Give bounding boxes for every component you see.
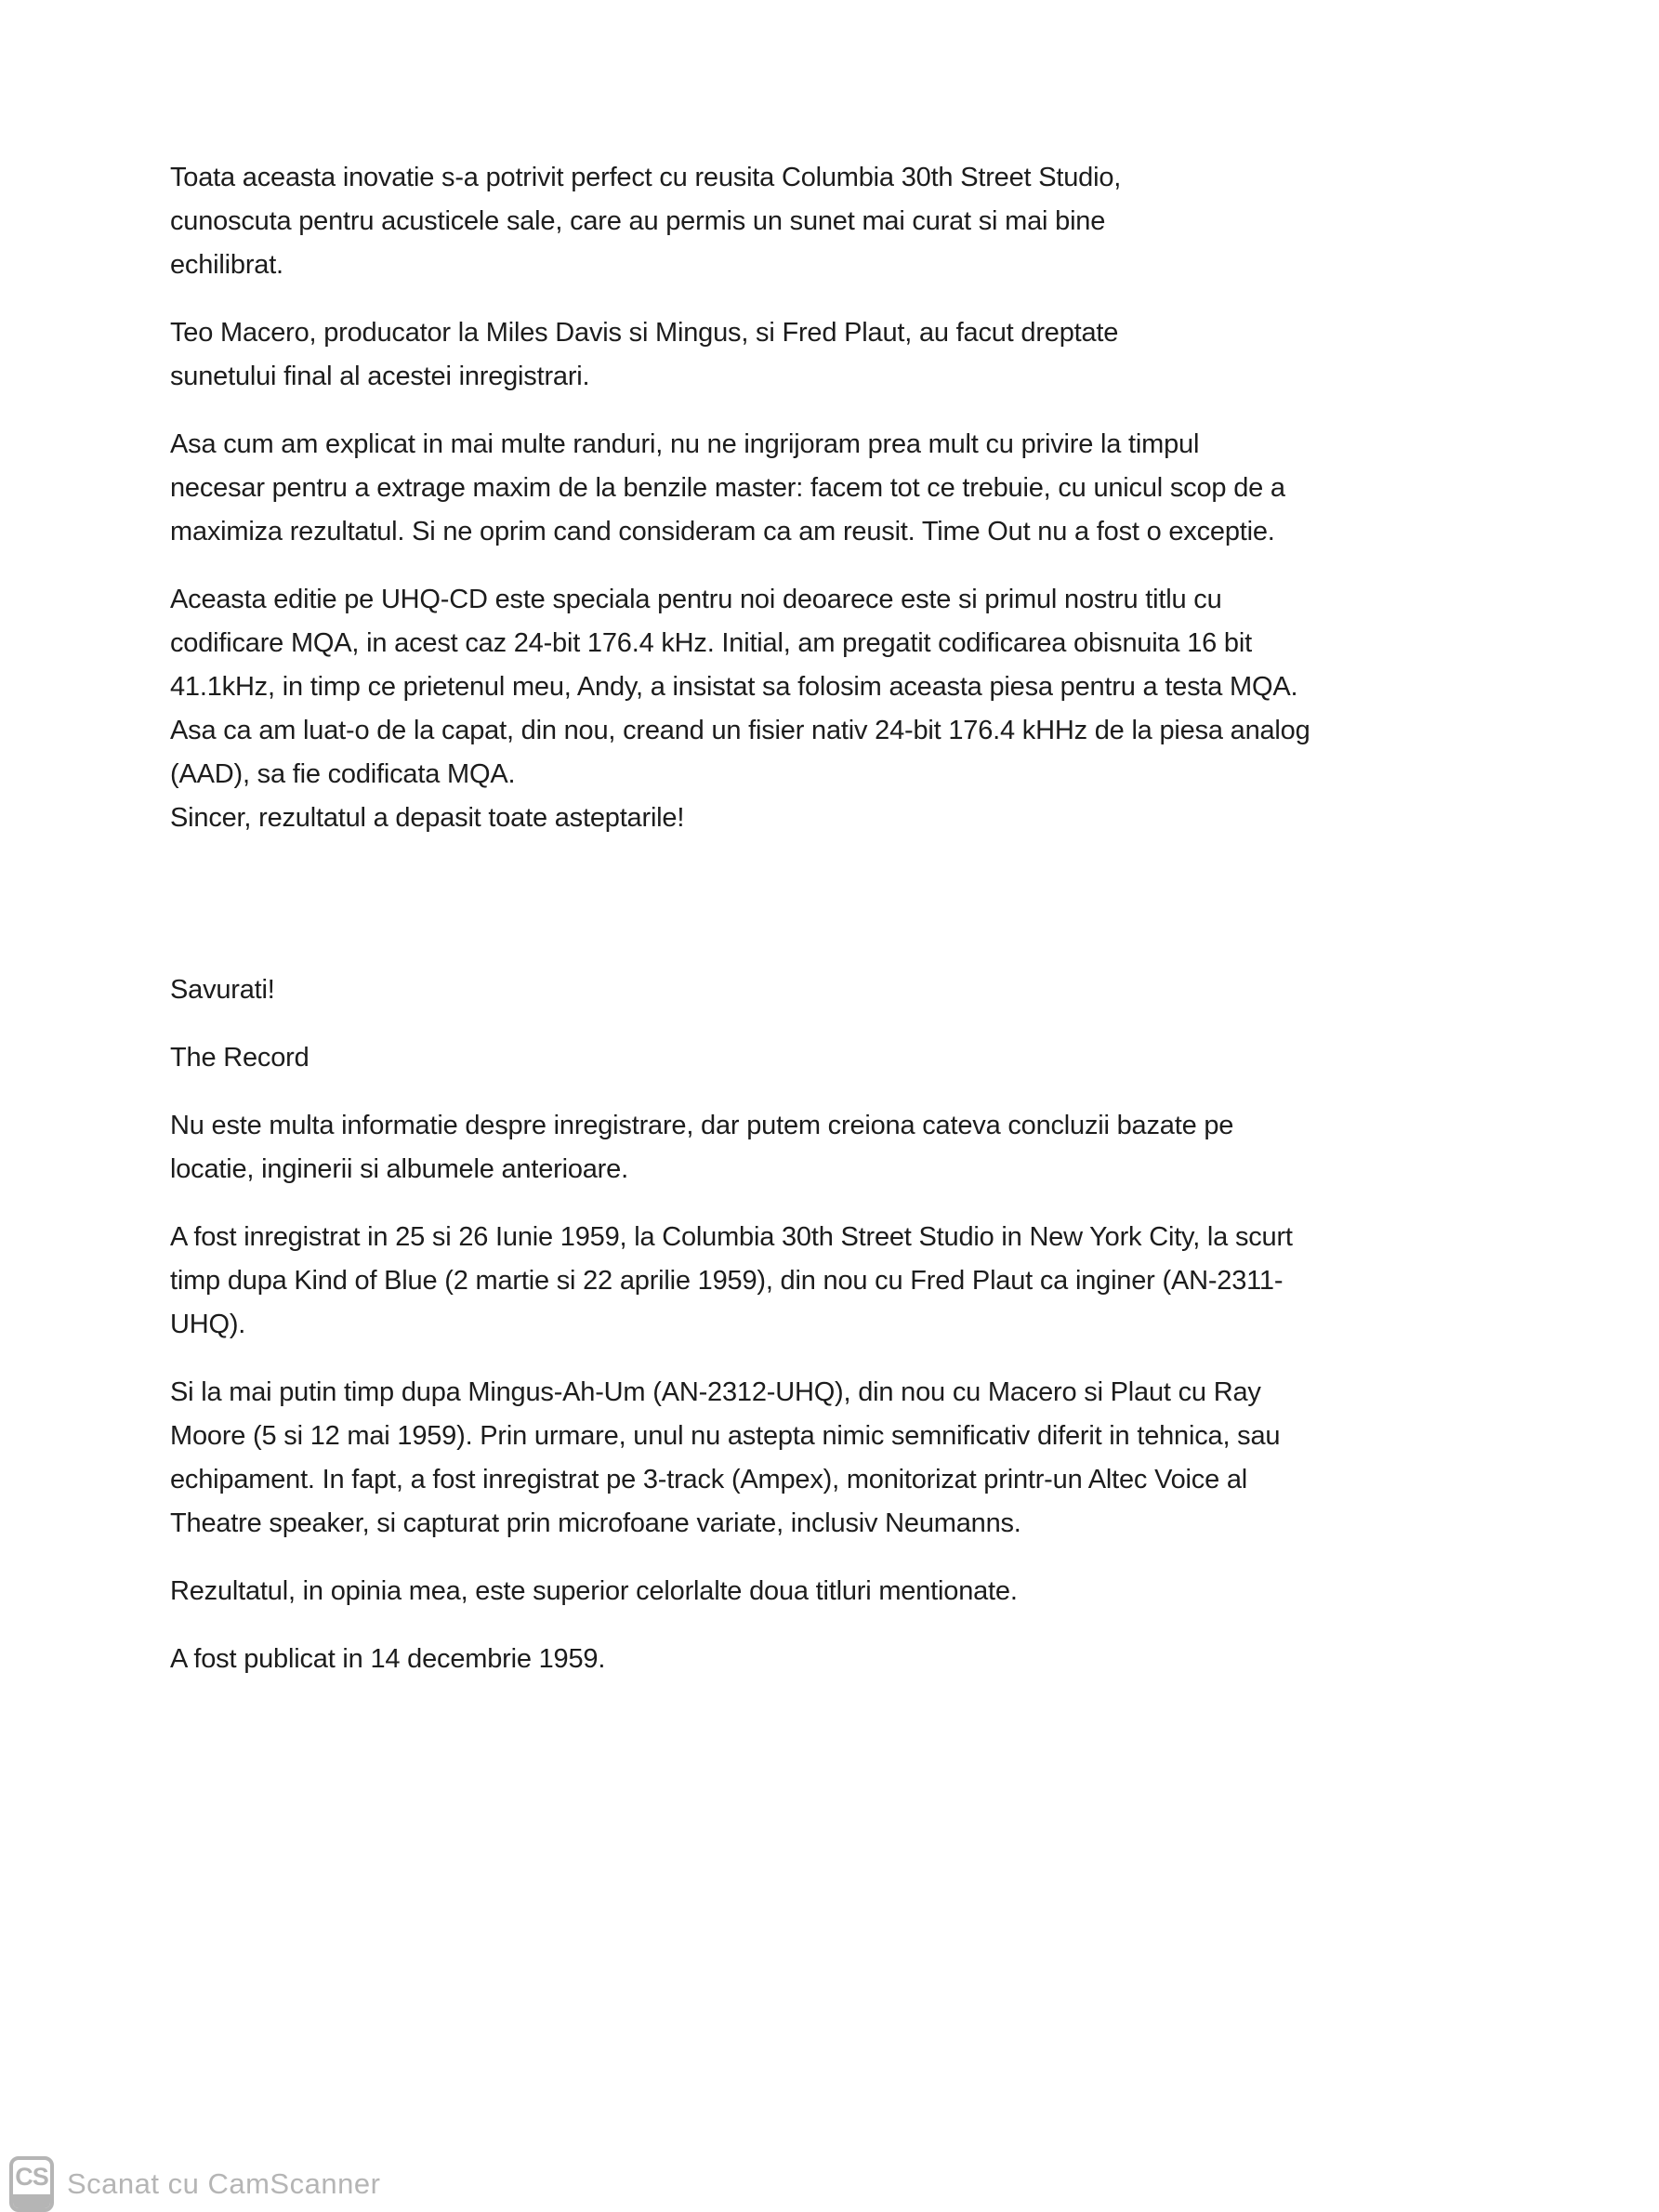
document-text-block [170, 156, 1490, 1705]
paragraph-publish-date: A fost publicat in 14 decembrie 1959. [170, 1644, 606, 1674]
camscanner-cs-badge-base [13, 2194, 50, 2208]
camscanner-cs-badge-icon [9, 2156, 54, 2212]
paragraph-mingus-ah-um: Si la mai putin timp dupa Mingus-Ah-Um (AN-2312-UHQ), din nou cu Macero si Plaut cu Ray Moore (5 si 12 mai 1959). Prin urmare, unul nu astepta nimic semnificativ diferit in tehnica, sau echipament. In fapt, a fost inregistrat pe 3-track (Ampex), monitorizat printr-un Altec Voice al Theatre speaker, si capturat prin microfoane variate, inclusiv Neumanns. [170, 1377, 1281, 1538]
paragraph-teo-macero: Teo Macero, producator la Miles Davis si Mingus, si Fred Plaut, au facut dreptate sunetului final al acestei inregistrari. [170, 318, 1119, 391]
paragraph-explanation: Asa cum am explicat in mai multe randuri, nu ne ingrijoram prea mult cu privire la timpul necesar pentru a extrage maxim de la benzile master: facem tot ce trebuie, cu unicul scop de a maximiza rezultatul. Si ne oprim cand consideram ca am reusit. Time Out nu a fost o exceptie. [170, 429, 1285, 546]
paragraph-innovation: Toata aceasta inovatie s-a potrivit perfect cu reusita Columbia 30th Street Studio, cunoscuta pentru acusticele sale, care au permis un sunet mai curat si mai bine echilibrat. [170, 163, 1122, 280]
camscanner-label: Scanat cu CamScanner [67, 2167, 381, 2200]
paragraph-uhq-cd-mqa: Aceasta editie pe UHQ-CD este speciala pentru noi deoarece este si primul nostru titlu cu codificare MQA, in acest caz 24-bit 176.4 kHz. Initial, am pregatit codificarea obisnuita 16 bit 41.1kHz, in timp ce prietenul meu, Andy, a insistat sa folosim aceasta piesa pentru a testa MQA. Asa ca am luat-o de la capat, din nou, creand un fisier nativ 24-bit 176.4 kHHz de la piesa analog (AAD), sa fie codificata MQA. Sincer, rezultatul a depasit toate asteptarile! [170, 585, 1310, 833]
paragraph-recording-dates: A fost inregistrat in 25 si 26 Iunie 1959, la Columbia 30th Street Studio in New York City, la scurt timp dupa Kind of Blue (2 martie si 22 aprilie 1959), din nou cu Fred Plaut ca inginer (AN-2311- UHQ). [170, 1222, 1293, 1339]
camscanner-cs-letters: CS [15, 2163, 48, 2191]
paragraph-recording-info: Nu este multa informatie despre inregistrare, dar putem creiona cateva concluzii bazate pe locatie, inginerii si albumele anterioare. [170, 1111, 1234, 1184]
paragraph-the-record-heading: The Record [170, 1043, 309, 1073]
camscanner-footer [9, 2156, 380, 2212]
paragraph-savurati: Savurati! [170, 975, 275, 1005]
paragraph-result-opinion: Rezultatul, in opinia mea, este superior celorlalte doua titluri mentionate. [170, 1576, 1018, 1606]
